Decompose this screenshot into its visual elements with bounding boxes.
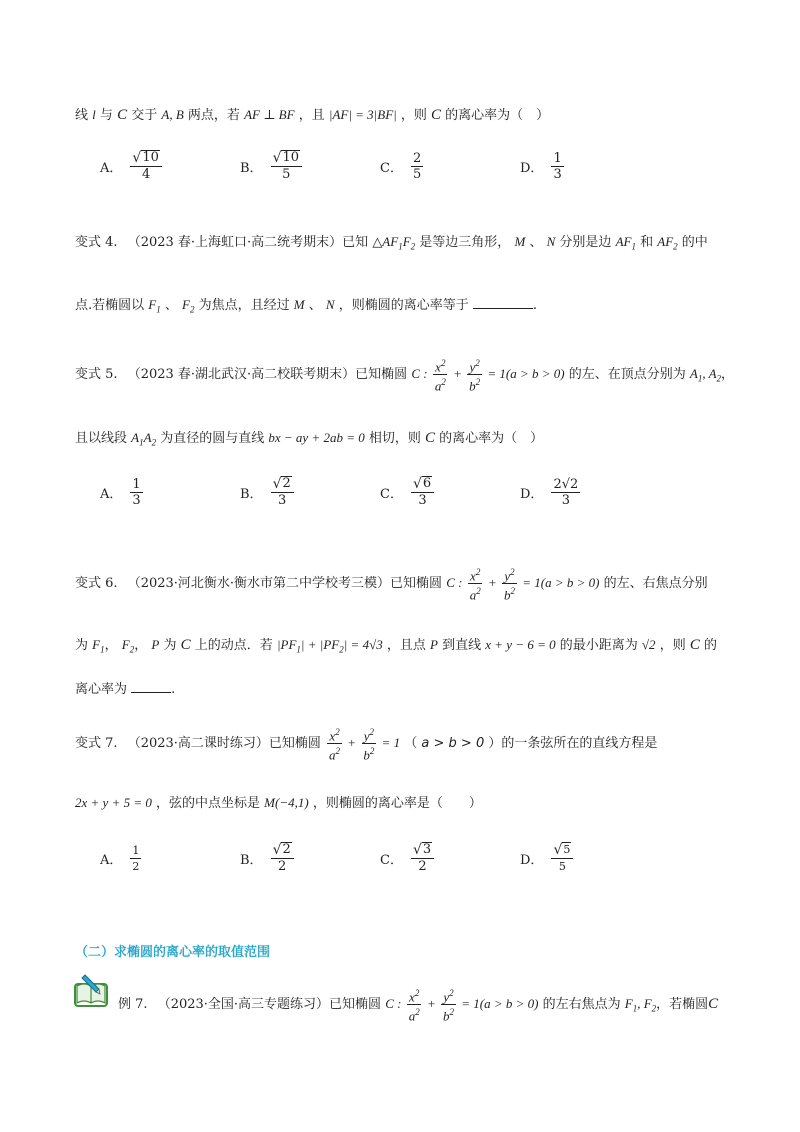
option-c[interactable]: C． $\frac{2}{5}$ xyxy=(380,150,422,182)
section-title: （二）求椭圆的离心率的取值范围 xyxy=(75,945,271,960)
option-a[interactable]: A． √ 10 4 xyxy=(100,150,240,182)
math-l: l xyxy=(92,107,96,122)
option-a[interactable]: A． $\frac{1}{3}$ xyxy=(100,476,141,508)
variant-5-line-1: 变式 5. （2023 春·湖北武汉·高二校联考期末）已知椭圆 C : $\frac{x^2}{a^2}$ + $\frac{y^2}{b^2}$ = 1(a > b > 0) 的左、在顶点分别为 $A_1$, $A_2$， xyxy=(75,358,735,394)
variant-5-line-2: 且以线段 $A_1A_2$ 为直径的圆与直线 bx − ay + 2ab = 0 相切，则 C 的离心率为（ ） xyxy=(75,430,544,448)
math-AB: A, B xyxy=(161,107,184,122)
variant-7-line-1: 变式 7. （2023·高二课时练习）已知椭圆 $\frac{x^2}{a^2}$ + $\frac{y^2}{b^2}$ = 1 （ a > b > 0 ）的一条弦所在的直线方程是 xyxy=(75,727,658,763)
option-d[interactable]: D． $\frac{2√2}{3}$ xyxy=(520,476,579,508)
math-af-3bf: |AF| = 3|BF| xyxy=(328,107,397,122)
option-c[interactable]: C． √ 6 3 xyxy=(380,476,520,508)
options-row-1 xyxy=(100,150,740,182)
options-row-3 xyxy=(100,842,740,874)
math-C: C xyxy=(117,107,128,123)
variant-4-line-2: 点.若椭圆以 $F_1$ 、 $F_2$ 为焦点，且经过 M 、 N ，则椭圆的离心率等于 . xyxy=(75,297,538,315)
option-c[interactable]: C． √ 3 2 xyxy=(380,842,520,874)
variant-6-line-3: 离心率为 . xyxy=(75,682,176,697)
book-pencil-icon xyxy=(73,972,109,1008)
variant-6-line-2: 为 $F_1$， $F_2$， P 为 C 上的动点．若 $|PF_1| + |PF_2| = 4√3$ ，且点 P 到直线 x + y − 6 = 0 的最小距离为 √2 ，则 C 的 xyxy=(75,637,718,655)
math-AF-perp-BF: AF ⊥ BF xyxy=(244,107,295,122)
options-row-2 xyxy=(100,476,740,508)
answer-blank[interactable] xyxy=(131,692,171,693)
ellipse-equation: C : $\frac{x^2}{a^2}$ + $\frac{y^2}{b^2}$ = 1(a > b > 0) xyxy=(411,358,565,394)
problem-line-1: 线 l 与 C 交于 A, B 两点，若 AF ⊥ BF ，且 |AF| = 3|BF| ，则 C 的离心率为（ ） xyxy=(75,107,550,123)
option-b[interactable]: B． √ 2 2 xyxy=(240,842,380,874)
variant-4-line-1: 变式 4. （2023 春·上海虹口·高二统考期末）已知 $\triangle AF_1F_2$ 是等边三角形， M 、 N 分别是边 $AF_1$ 和 $AF_2$ 的中 xyxy=(75,234,708,252)
option-b[interactable]: B． √ 2 3 xyxy=(240,476,380,508)
answer-blank[interactable] xyxy=(473,308,533,309)
option-d[interactable]: D． √ 5 5 xyxy=(520,842,660,874)
option-a[interactable]: A． $\frac{1}{2}$ xyxy=(100,843,140,873)
option-b[interactable]: B． √ 10 5 xyxy=(240,150,380,182)
example-7-line-1: 例 7. （2023·全国·高三专题练习）已知椭圆 C : $\frac{x^2}{a^2}$ + $\frac{y^2}{b^2}$ = 1(a > b > 0) 的左右焦点为 $F_1$, $F_2$，若椭圆C xyxy=(118,988,719,1024)
variant-6-line-1: 变式 6. （2023·河北衡水·衡水市第二中学校考三模）已知椭圆 C : $\frac{x^2}{a^2}$ + $\frac{y^2}{b^2}$ = 1(a > b > 0) 的左、右焦点分别 xyxy=(75,567,708,603)
variant-7-line-2: 2x + y + 5 = 0 ，弦的中点坐标是 M(−4,1) ，则椭圆的离心率是（ ） xyxy=(75,795,482,811)
option-d[interactable]: D． $\frac{1}{3}$ xyxy=(520,150,562,182)
